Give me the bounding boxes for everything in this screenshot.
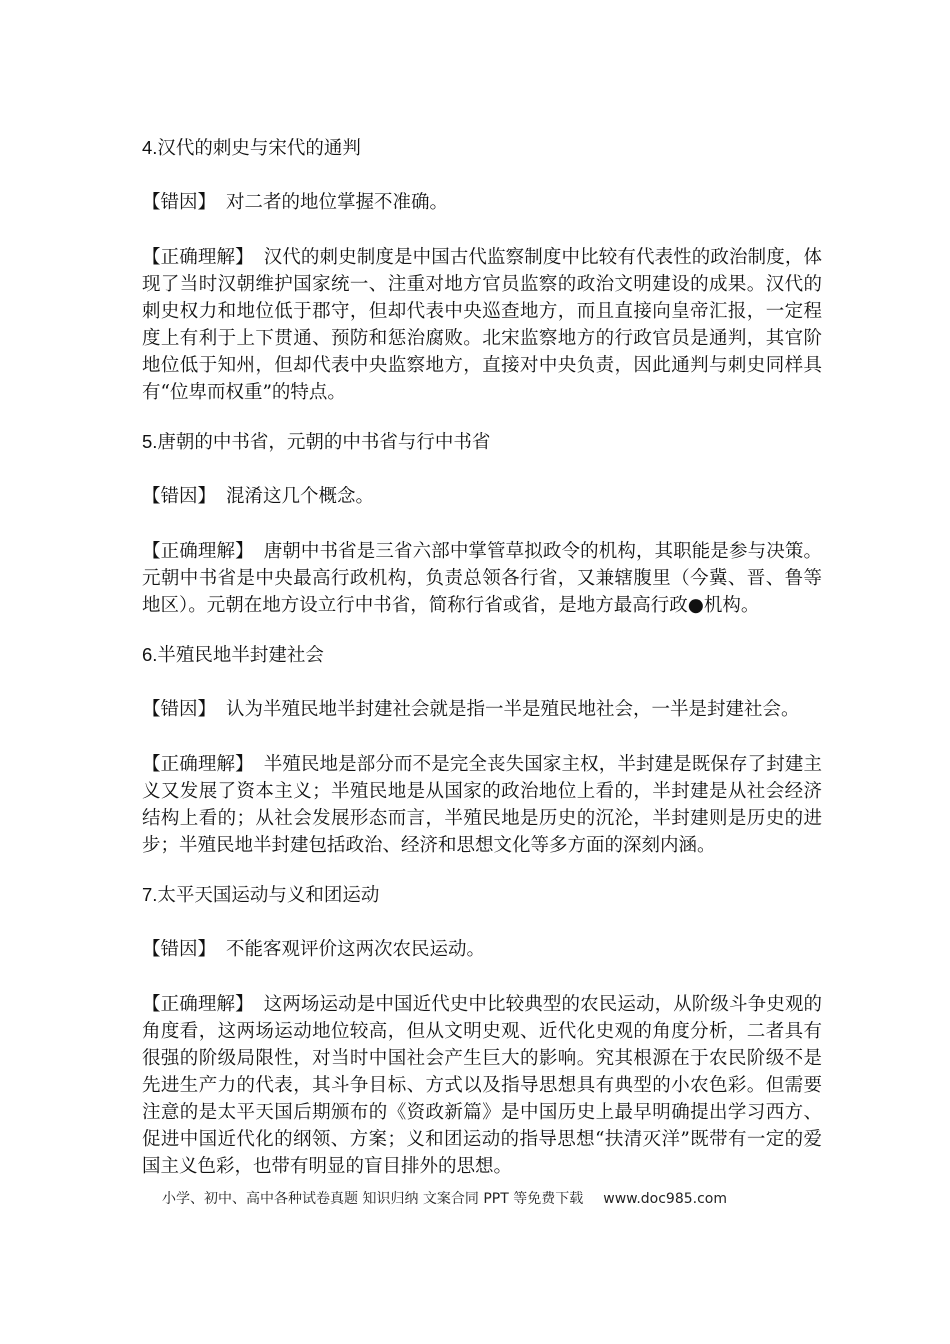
document-content xyxy=(142,134,822,1202)
error-cause xyxy=(142,483,822,510)
section-title: 5.唐朝的中书省，元朝的中书省与行中书省 xyxy=(142,431,491,452)
section-6 xyxy=(142,641,822,859)
answer-text: 唐朝中书省是三省六部中掌管草拟政令的机构，其职能是参与决策。元朝中书省是中央最高行政机构，负责总领各行省，又兼辖腹里（今冀、晋、鲁等地区）。元朝在地方设立行中书省，简称行省或省，是地方最高行政●机构。 xyxy=(142,541,822,616)
error-cause xyxy=(142,189,822,216)
error-text: 混淆这几个概念。 xyxy=(226,486,375,507)
answer-text: 半殖民地是部分而不是完全丧失国家主权，半封建是既保存了封建主义又发展了资本主义；半殖民地是从国家的政治地位上看的，半封建是从社会经济结构上看的；从社会发展形态而言，半殖民地是历史的沉沦，半封建则是历史的进步；半殖民地半封建包括政治、经济和思想文化等多方面的深刻内涵。 xyxy=(142,754,822,856)
error-label: 【错因】 xyxy=(142,699,217,720)
error-label: 【错因】 xyxy=(142,192,217,213)
error-text: 认为半殖民地半封建社会就是指一半是殖民地社会，一半是封建社会。 xyxy=(226,699,800,720)
correct-understanding xyxy=(142,991,822,1180)
correct-understanding xyxy=(142,751,822,859)
correct-understanding xyxy=(142,538,822,619)
section-title: 4.汉代的刺史与宋代的通判 xyxy=(142,137,361,158)
error-text: 不能客观评价这两次农民运动。 xyxy=(226,939,486,960)
error-cause xyxy=(142,936,822,963)
section-title: 6.半殖民地半封建社会 xyxy=(142,644,324,665)
error-text: 对二者的地位掌握不准确。 xyxy=(226,192,449,213)
answer-text: 这两场运动是中国近代史中比较典型的农民运动，从阶级斗争史观的角度看，这两场运动地位较高，但从文明史观、近代化史观的角度分析，二者具有很强的阶级局限性，对当时中国社会产生巨大的影响。究其根源在于农民阶级不是先进生产力的代表，其斗争目标、方式以及指导思想具有典型的小农色彩。但需要注意的是太平天国后期颁布的《资政新篇》是中国历史上最早明确提出学习西方、促进中国近代化的纲领、方案；义和团运动的指导思想“扶清灭洋”既带有一定的爱国主义色彩，也带有明显的盲目排外的思想。 xyxy=(142,994,822,1177)
answer-label: 【正确理解】 xyxy=(142,994,254,1015)
section-4 xyxy=(142,134,822,406)
correct-understanding xyxy=(142,244,822,406)
section-title: 7.太平天国运动与义和团运动 xyxy=(142,884,380,905)
answer-label: 【正确理解】 xyxy=(142,541,254,562)
answer-text: 汉代的刺史制度是中国古代监察制度中比较有代表性的政治制度，体现了当时汉朝维护国家统一、注重对地方官员监察的政治文明建设的成果。汉代的刺史权力和地位低于郡守，但却代表中央巡查地方，而且直接向皇帝汇报，一定程度上有利于上下贯通、预防和惩治腐败。北宋监察地方的行政官员是通判，其官阶地位低于知州，但却代表中央监察地方，直接对中央负责，因此通判与刺史同样具有“位卑而权重”的特点。 xyxy=(142,247,822,403)
section-7 xyxy=(142,881,822,1180)
answer-label: 【正确理解】 xyxy=(142,247,254,268)
section-5 xyxy=(142,428,822,619)
answer-label: 【正确理解】 xyxy=(142,754,254,775)
error-label: 【错因】 xyxy=(142,939,217,960)
page-footer xyxy=(162,1188,862,1210)
error-label: 【错因】 xyxy=(142,486,217,507)
footer-site-link[interactable]: www.doc985.com xyxy=(603,1191,727,1207)
footer-text: 小学、初中、高中各种试卷真题 知识归纳 文案合同 PPT 等免费下载 xyxy=(162,1191,584,1207)
error-cause xyxy=(142,696,822,723)
